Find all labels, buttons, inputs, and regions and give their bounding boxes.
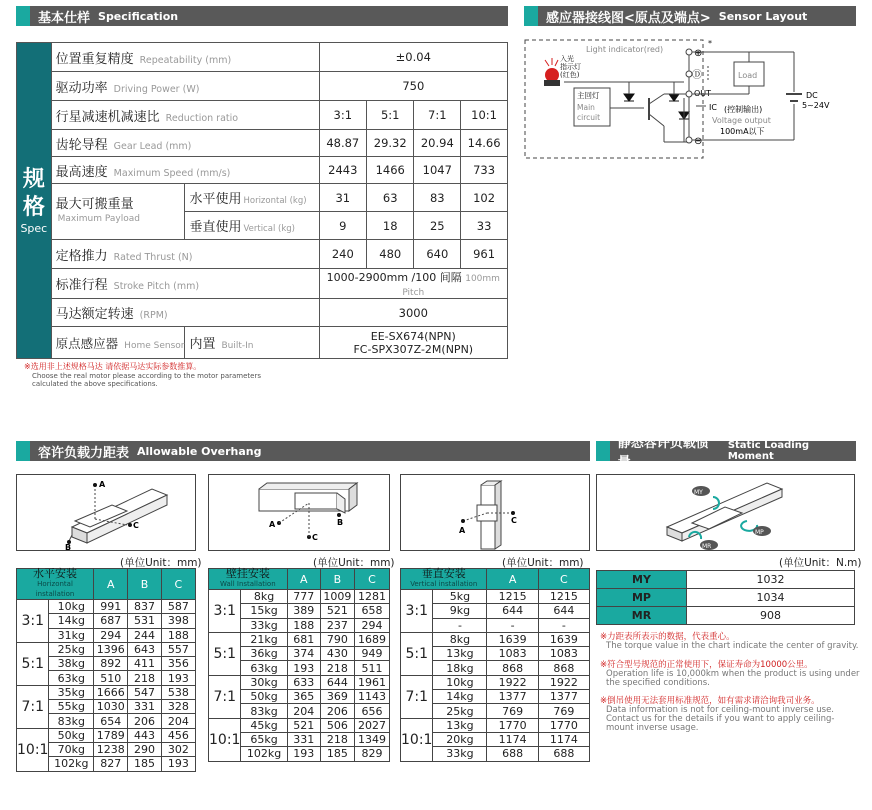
speed-label: 最高速度 Maximum Speed (mm/s) <box>51 157 319 184</box>
table-row <box>401 632 590 646</box>
ratio-label: 行星减速机减速比 Reduction ratio <box>51 101 319 130</box>
load-cell: 5kg <box>433 590 487 604</box>
value-cell: 868 <box>487 661 538 675</box>
table-row <box>209 718 390 732</box>
value-cell: 1770 <box>538 718 589 732</box>
value-cell: 769 <box>538 704 589 718</box>
value-cell: - <box>538 618 589 632</box>
payload-h-value: 83 <box>414 184 461 212</box>
lead-value: 20.94 <box>414 130 461 157</box>
value-cell: 521 <box>287 718 320 732</box>
column-header: B <box>320 569 354 590</box>
table-row <box>17 728 196 742</box>
ratio-cell: 7:1 <box>401 675 433 718</box>
install-type-cn: 水平安装 <box>33 567 78 580</box>
moment-diagram <box>596 474 855 551</box>
ratio-cell: 5:1 <box>17 642 49 685</box>
dc-label: DC <box>806 91 818 100</box>
led-icon <box>545 68 559 82</box>
ratio-cell: 5:1 <box>209 632 241 675</box>
load-cell: 102kg <box>241 747 287 761</box>
moment-row <box>597 589 855 607</box>
value-cell: 294 <box>354 618 389 632</box>
value-cell: 389 <box>287 604 320 618</box>
value-cell: 185 <box>128 757 161 771</box>
value-cell: 531 <box>128 614 161 628</box>
out-label: OUT <box>694 89 712 98</box>
ratio-cell: 3:1 <box>401 590 433 633</box>
lead-label: 齿轮导程 Gear Lead (mm) <box>51 130 319 157</box>
overhang-header: 容许负载力距表 Allowable Overhang <box>16 441 590 461</box>
value-cell: 294 <box>94 628 128 642</box>
rpm-value: 3000 <box>319 299 507 327</box>
svg-text:Voltage output: Voltage output <box>712 116 771 125</box>
value-cell: 1377 <box>487 690 538 704</box>
column-header: A <box>487 569 538 590</box>
load-cell: 13kg <box>433 718 487 732</box>
svg-text:B: B <box>337 518 344 527</box>
value-cell: 244 <box>128 628 161 642</box>
spec-side-label: 规 格 Spec <box>17 43 52 359</box>
value-cell: 237 <box>320 618 354 632</box>
value-cell: 302 <box>161 742 195 756</box>
speed-value: 1047 <box>414 157 461 184</box>
moment-unit: (单位Unit：N.m) <box>779 557 862 569</box>
svg-text:A: A <box>459 526 466 535</box>
power-value: 750 <box>319 72 507 101</box>
svg-text:C: C <box>312 533 318 542</box>
table-row <box>17 600 196 614</box>
load-cell: 10kg <box>49 600 94 614</box>
ratio-value: 3:1 <box>319 101 366 130</box>
sensor-header: 感应器接线图<原点及端点> Sensor Layout <box>524 6 856 26</box>
value-cell: 1689 <box>354 632 389 646</box>
svg-text:100mA以下: 100mA以下 <box>720 127 765 136</box>
install-type-en: Wall Installation <box>220 580 276 588</box>
value-cell: 411 <box>128 657 161 671</box>
svg-text:IC: IC <box>709 103 717 112</box>
value-cell: 510 <box>94 671 128 685</box>
thrust-value: 240 <box>319 240 366 269</box>
value-cell: 204 <box>287 704 320 718</box>
value-cell: 356 <box>161 657 195 671</box>
vertical-overhang-table <box>400 568 590 762</box>
ratio-cell: 5:1 <box>401 632 433 675</box>
column-header: A <box>287 569 320 590</box>
payload-label: 最大可搬重量 Maximum Payload <box>51 184 185 240</box>
value-cell: 1238 <box>94 742 128 756</box>
value-cell: 2027 <box>354 718 389 732</box>
vertical-install-diagram <box>400 474 590 551</box>
value-cell: 643 <box>128 642 161 656</box>
table-row <box>17 685 196 699</box>
install-type-header <box>17 569 94 600</box>
thrust-value: 480 <box>367 240 414 269</box>
load-cell: 36kg <box>241 647 287 661</box>
stroke-label: 标准行程 Stroke Pitch (mm) <box>51 269 319 299</box>
install-type-en: Horizontal installation <box>35 580 75 598</box>
load-cell: 14kg <box>433 690 487 704</box>
value-cell: 185 <box>320 747 354 761</box>
load-cell: 83kg <box>49 714 94 728</box>
payload-h-value: 102 <box>461 184 508 212</box>
load-cell: 21kg <box>241 632 287 646</box>
svg-text:circuit: circuit <box>577 113 601 122</box>
ratio-cell: 7:1 <box>17 685 49 728</box>
svg-text:C: C <box>133 521 139 530</box>
moment-header: 静态容许负载惯量 Static Loading Moment <box>596 441 856 461</box>
svg-text:A: A <box>269 520 276 529</box>
overhang-unit-w: (单位Unit：mm) <box>313 557 395 569</box>
load-cell: 25kg <box>433 704 487 718</box>
value-cell: 1349 <box>354 732 389 746</box>
horizontal-overhang-table <box>16 568 196 772</box>
svg-text:(控制输出): (控制输出) <box>724 105 763 114</box>
load-cell: 55kg <box>49 700 94 714</box>
ratio-value: 10:1 <box>461 101 508 130</box>
svg-text:主回灯: 主回灯 <box>577 91 600 100</box>
overhang-unit-v: (单位Unit：mm) <box>502 557 584 569</box>
repeat-value: ±0.04 <box>319 43 507 72</box>
value-cell: 654 <box>94 714 128 728</box>
svg-text:MR: MR <box>702 543 712 550</box>
load-cell: 8kg <box>241 590 287 604</box>
svg-text:Main: Main <box>577 103 595 112</box>
value-cell: 1083 <box>487 647 538 661</box>
column-header: B <box>128 569 161 600</box>
svg-text:5~24V: 5~24V <box>802 101 830 110</box>
value-cell: 1009 <box>320 590 354 604</box>
load-cell: 102kg <box>49 757 94 771</box>
value-cell: 644 <box>487 604 538 618</box>
value-cell: 1666 <box>94 685 128 699</box>
load-cell: 63kg <box>49 671 94 685</box>
load-cell: 50kg <box>241 690 287 704</box>
value-cell: 1922 <box>538 675 589 689</box>
value-cell: 1174 <box>487 732 538 746</box>
table-row <box>401 675 590 689</box>
moment-key: MP <box>597 589 687 607</box>
moment-note-3: ※倒吊使用无法套用标准规范，如有需求请洽询我司业务。 Data information is not for ceiling-mount inverse use. Contact us for the details if you want to apply ceiling-mount inverse usage. <box>600 696 835 733</box>
value-cell: 688 <box>538 747 589 761</box>
install-type-cn: 垂直安装 <box>421 567 466 580</box>
load-cell: 25kg <box>49 642 94 656</box>
speed-value: 2443 <box>319 157 366 184</box>
table-row <box>209 675 390 689</box>
moment-row <box>597 571 855 589</box>
value-cell: 1377 <box>538 690 589 704</box>
ratio-cell: 3:1 <box>17 600 49 643</box>
overhang-unit-h: (单位Unit：mm) <box>120 557 202 569</box>
load-cell: 33kg <box>433 747 487 761</box>
column-header: C <box>354 569 389 590</box>
ratio-value: 5:1 <box>367 101 414 130</box>
load-cell: 63kg <box>241 661 287 675</box>
payload-h-value: 63 <box>367 184 414 212</box>
load-cell: 30kg <box>241 675 287 689</box>
value-cell: 538 <box>161 685 195 699</box>
value-cell: 398 <box>161 614 195 628</box>
svg-text:MP: MP <box>755 529 764 536</box>
spec-table <box>16 42 508 359</box>
value-cell: 892 <box>94 657 128 671</box>
value-cell: 658 <box>354 604 389 618</box>
value-cell: 769 <box>487 704 538 718</box>
load-cell: 8kg <box>433 632 487 646</box>
home-sensor-value: EE-SX674(NPN) FC-SPX307Z-2M(NPN) <box>319 327 507 359</box>
column-header: A <box>94 569 128 600</box>
value-cell: 827 <box>94 757 128 771</box>
payload-h-value: 31 <box>319 184 366 212</box>
value-cell: 193 <box>161 671 195 685</box>
value-cell: 687 <box>94 614 128 628</box>
spec-note: ※选用非上述规格马达 请依据马达实际参数推算。 Choose the real motor please according to the motor parameters calculated the above specifications. <box>24 362 261 388</box>
payload-vertical-label: 垂直使用 Vertical (kg) <box>185 212 319 240</box>
value-cell: 644 <box>538 604 589 618</box>
column-header: C <box>161 569 195 600</box>
svg-text:(红色): (红色) <box>560 71 580 79</box>
svg-text:Ⓓ: Ⓓ <box>692 70 702 81</box>
lead-value: 48.87 <box>319 130 366 157</box>
value-cell: 193 <box>287 661 320 675</box>
value-cell: 790 <box>320 632 354 646</box>
thrust-value: 640 <box>414 240 461 269</box>
ratio-cell: 3:1 <box>209 590 241 633</box>
value-cell: 1639 <box>538 632 589 646</box>
svg-text:*: * <box>708 39 712 48</box>
svg-text:MY: MY <box>694 489 703 496</box>
value-cell: 1789 <box>94 728 128 742</box>
home-sensor-label: 原点感应器 Home Sensor <box>51 327 185 359</box>
load-cell: 15kg <box>241 604 287 618</box>
value-cell: 331 <box>287 732 320 746</box>
ratio-cell: 7:1 <box>209 675 241 718</box>
value-cell: 633 <box>287 675 320 689</box>
value-cell: 1215 <box>538 590 589 604</box>
value-cell: 547 <box>128 685 161 699</box>
value-cell: 1961 <box>354 675 389 689</box>
value-cell: 456 <box>161 728 195 742</box>
install-type-header <box>401 569 487 590</box>
value-cell: 218 <box>320 661 354 675</box>
lead-value: 14.66 <box>461 130 508 157</box>
ratio-value: 7:1 <box>414 101 461 130</box>
value-cell: 218 <box>320 732 354 746</box>
speed-value: 733 <box>461 157 508 184</box>
value-cell: 1083 <box>538 647 589 661</box>
load-cell: - <box>433 618 487 632</box>
lead-value: 29.32 <box>367 130 414 157</box>
value-cell: 681 <box>287 632 320 646</box>
svg-text:Load: Load <box>738 71 758 80</box>
svg-text:A: A <box>99 480 106 489</box>
load-cell: 50kg <box>49 728 94 742</box>
value-cell: 1281 <box>354 590 389 604</box>
value-cell: 188 <box>287 618 320 632</box>
moment-value: 1032 <box>687 571 855 589</box>
value-cell: 369 <box>320 690 354 704</box>
moment-row <box>597 607 855 625</box>
moment-key: MR <box>597 607 687 625</box>
load-cell: 83kg <box>241 704 287 718</box>
value-cell: 587 <box>161 600 195 614</box>
value-cell: 193 <box>287 747 320 761</box>
thrust-value: 961 <box>461 240 508 269</box>
load-cell: 14kg <box>49 614 94 628</box>
value-cell: 644 <box>320 675 354 689</box>
moment-value: 1034 <box>687 589 855 607</box>
load-cell: 35kg <box>49 685 94 699</box>
install-type-en: Vertical installation <box>410 580 478 588</box>
minus-terminal: ⊖ <box>694 136 703 147</box>
sensor-box <box>525 40 703 158</box>
in-light-label: 入光 <box>560 55 574 63</box>
value-cell: 949 <box>354 647 389 661</box>
load-cell: 10kg <box>433 675 487 689</box>
speed-value: 1466 <box>367 157 414 184</box>
table-row <box>401 590 590 604</box>
column-header: C <box>538 569 589 590</box>
ratio-cell: 10:1 <box>17 728 49 771</box>
ratio-cell: 10:1 <box>209 718 241 761</box>
spec-header: 基本仕样 Specification <box>16 6 508 26</box>
load-cell: 13kg <box>433 647 487 661</box>
load-cell: 18kg <box>433 661 487 675</box>
value-cell: 1770 <box>487 718 538 732</box>
value-cell: 1639 <box>487 632 538 646</box>
value-cell: 290 <box>128 742 161 756</box>
value-cell: 204 <box>161 714 195 728</box>
install-type-header <box>209 569 288 590</box>
ratio-cell: 10:1 <box>401 718 433 761</box>
value-cell: 443 <box>128 728 161 742</box>
power-label: 驱动功率 Driving Power (W) <box>51 72 319 101</box>
value-cell: 1174 <box>538 732 589 746</box>
horizontal-install-diagram <box>16 474 196 551</box>
payload-v-value: 33 <box>461 212 508 240</box>
svg-text:指示灯: 指示灯 <box>560 63 581 71</box>
payload-horizontal-label: 水平使用 Horizontal (kg) <box>185 184 319 212</box>
value-cell: 557 <box>161 642 195 656</box>
value-cell: 656 <box>354 704 389 718</box>
load-cell: 20kg <box>433 732 487 746</box>
svg-text:C: C <box>511 516 517 525</box>
value-cell: - <box>487 618 538 632</box>
load-cell: 9kg <box>433 604 487 618</box>
value-cell: 1030 <box>94 700 128 714</box>
value-cell: 511 <box>354 661 389 675</box>
value-cell: 365 <box>287 690 320 704</box>
table-row <box>401 718 590 732</box>
load-cell: 65kg <box>241 732 287 746</box>
thrust-label: 定格推力 Rated Thrust (N) <box>51 240 319 269</box>
table-row <box>209 632 390 646</box>
value-cell: 506 <box>320 718 354 732</box>
rpm-label: 马达额定转速 (RPM) <box>51 299 319 327</box>
load-cell: 70kg <box>49 742 94 756</box>
plus-terminal: ⊕ <box>694 48 703 59</box>
install-type-cn: 壁挂安装 <box>225 567 270 580</box>
sensor-diagram <box>524 32 856 162</box>
wall-install-diagram <box>208 474 390 551</box>
value-cell: 331 <box>128 700 161 714</box>
moment-note-2: ※符合型号规范的正常使用下，保证寿命为10000公里。 Operation life is 10,000km when the product is using under the specified conditions. <box>600 660 860 688</box>
value-cell: 328 <box>161 700 195 714</box>
value-cell: 521 <box>320 604 354 618</box>
wall-overhang-table <box>208 568 390 762</box>
light-indicator-label: Light indicator(red) <box>586 45 664 54</box>
load-cell: 38kg <box>49 657 94 671</box>
home-sensor-sub: 内置 Built-In <box>185 327 319 359</box>
value-cell: 991 <box>94 600 128 614</box>
moment-note-1: ※力距表所表示的数据，代表重心。 The torque value in the chart indicate the center of gravity. <box>600 632 859 651</box>
value-cell: 193 <box>161 757 195 771</box>
value-cell: 837 <box>128 600 161 614</box>
moment-value: 908 <box>687 607 855 625</box>
value-cell: 777 <box>287 590 320 604</box>
stroke-value: 1000-2900mm /100 间隔 100mm Pitch <box>319 269 507 299</box>
table-row <box>209 590 390 604</box>
load-cell: 31kg <box>49 628 94 642</box>
value-cell: 430 <box>320 647 354 661</box>
repeat-label: 位置重复精度 Repeatability (mm) <box>51 43 319 72</box>
value-cell: 868 <box>538 661 589 675</box>
value-cell: 1143 <box>354 690 389 704</box>
table-row <box>17 642 196 656</box>
svg-text:B: B <box>65 543 72 551</box>
value-cell: 1396 <box>94 642 128 656</box>
payload-v-value: 9 <box>319 212 366 240</box>
moment-key: MY <box>597 571 687 589</box>
value-cell: 218 <box>128 671 161 685</box>
load-cell: 33kg <box>241 618 287 632</box>
value-cell: 1922 <box>487 675 538 689</box>
value-cell: 829 <box>354 747 389 761</box>
value-cell: 1215 <box>487 590 538 604</box>
moment-table <box>596 570 855 625</box>
value-cell: 206 <box>128 714 161 728</box>
load-cell: 45kg <box>241 718 287 732</box>
value-cell: 374 <box>287 647 320 661</box>
payload-v-value: 18 <box>367 212 414 240</box>
value-cell: 206 <box>320 704 354 718</box>
value-cell: 188 <box>161 628 195 642</box>
payload-v-value: 25 <box>414 212 461 240</box>
value-cell: 688 <box>487 747 538 761</box>
